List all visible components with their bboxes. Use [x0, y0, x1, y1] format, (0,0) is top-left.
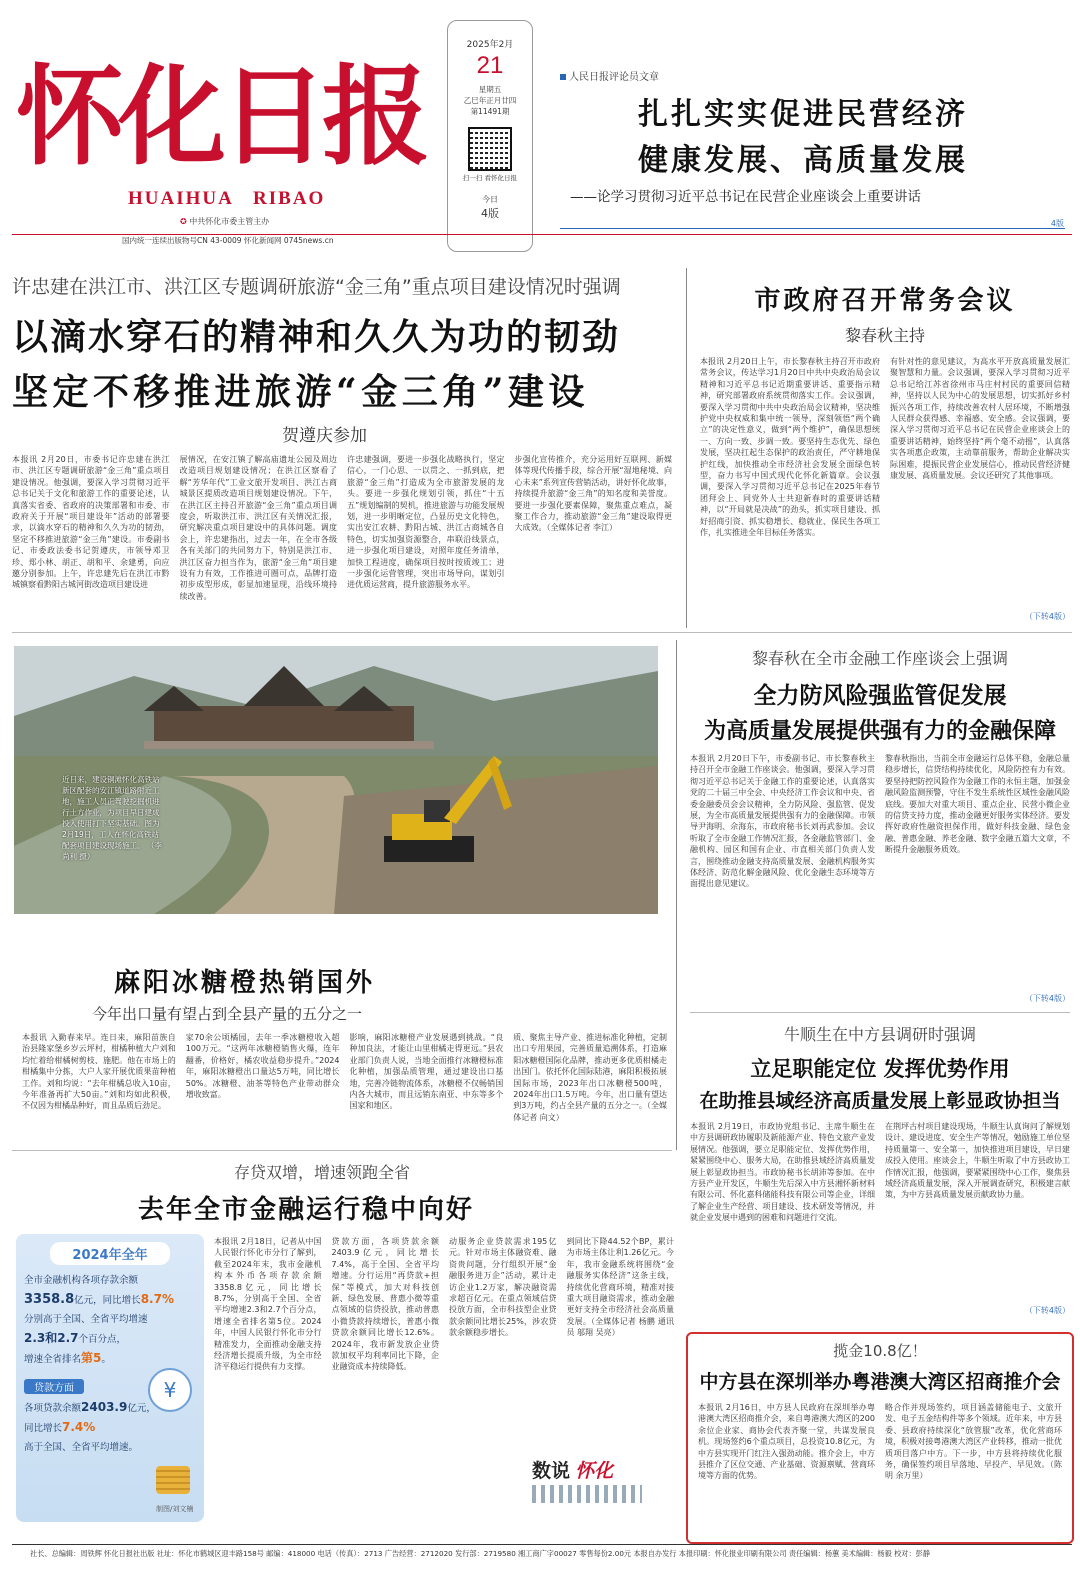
- loan-text-1b: 亿元，: [127, 1403, 156, 1414]
- photo-caption-text: 近日来，建设铜滩怀化高铁站新区配套的安江镇道路附近工地，施工人员正驾驶挖掘机进行土方作业，为项目早日建成投入使用打下坚实基础。图为2月19日，工人在怀化高铁站配套项目建设现场施工。: [62, 775, 160, 850]
- pages-label: 今日: [482, 195, 498, 204]
- zhongfang-body: [698, 1402, 1062, 1542]
- footer-rule: [12, 1544, 1072, 1545]
- mayang-col-2: 家70余公顷橘园，去年一季冰糖橙收入超100万元。“这两年冰糖橙销售火爆，连年翻番，价格好，橘农收益稳步提升。”2024年，麻阳冰糖橙出口量达5万吨，同比增长50%。冰糖橙、油茶等特色产业带动群众增收致富。: [185, 1033, 340, 1100]
- lead-col-1: 本报讯 2月20日，市委书记许忠建在洪江市、洪江区专题调研旅游“金三角”重点项目建设情况。他强调，要深入学习贯彻习近平总书记关于文化和旅游工作的重要论述，认真落实省委、省政府的决策部署和市委、市政府关于开展“项目建设年”活动的部署要求，以滴水穿石的精神和久久为功的韧劲，坚定不移推进旅游“金三角”建设。市委副书记、市委政法委书记贺遵庆，市领导邓卫珍、郑小林、胡正、胡和平、余建勇，向应邀分别参加。上午，许忠建先后在洪江市黔城镇察看黔阳古城河街改造项目建设进: [12, 455, 170, 590]
- lead-byline: 贺遵庆参加: [282, 426, 367, 446]
- shuoshuo-logo: [532, 1456, 642, 1503]
- column-divider-2: [676, 640, 677, 1150]
- photo-credit: （李尚利 摄）: [62, 841, 162, 861]
- mayang-col-4: 质、聚焦主导产业、推进标准化种植，定制出口专用果园，完善质量追溯体系，打造麻阳冰糖橙国际化品牌，推动更多优质柑橘走出国门。依托怀化国际陆港，麻阳积极拓展国际市场，2023年出口冰糖橙500吨，2024年出口1.5万吨。今年，出口量有望达到3万吨，约占全县产量的五分之一。（全媒体记者 向文）: [513, 1033, 667, 1122]
- niu-story[interactable]: [690, 1022, 1070, 1322]
- council-story[interactable]: [700, 280, 1070, 625]
- lead-kicker: 许忠建在洪江市、洪江区专题调研旅游“金三角”重点项目建设情况时强调: [12, 276, 621, 298]
- finance-meeting-kicker: 黎春秋在全市金融工作座谈会上强调: [751, 649, 1008, 668]
- info-title: 2024年全年: [50, 1242, 170, 1265]
- weekday: 星期五: [478, 85, 502, 94]
- lead-col-4: 步强化宣传推介，充分运用好互联网、新媒体等现代传播手段，综合开展“湿地秘境、向心未来”系列宣传营销活动，讲好怀化故事，持续提升旅游“金三角”的知名度和美誉度。要进一步强化要素保障，聚焦重点难点，凝聚工作合力，推动旅游“金三角”建设取得更大成效。（全媒体记者 李江）: [514, 455, 672, 533]
- mayang-col-3: 影响，麻阳冰糖橙产业发展遇到挑战。“良种加良法，才能让山里柑橘走得更远。”县农业部门负责人说，当地全面推行冰糖橙标准化种植，加强品质管理，通过建设出口基地，完善冷链物流体系，冰糖橙不仅畅销国内各大城市，而且远销东南亚、中东等多个国家和地区。: [349, 1033, 504, 1111]
- niu-headline-1: 立足职能定位 发挥优势作用: [750, 1056, 1010, 1081]
- mayang-story[interactable]: [22, 962, 667, 1132]
- loan-text-1: 各项贷款余额: [24, 1403, 82, 1414]
- info-value-points: 2.3和2.7: [24, 1331, 79, 1345]
- finance-meeting-col-1: 本报讯 2月20日下午，市委副书记、市长黎春秋主持召开全市金融工作座谈会。他强调，要深入学习贯彻习近平总书记关于金融工作的重要论述，认真落实党的二十届三中全会、中央经济工作会议和中央、省委金融委员会会议精神，全力防风险、强监管、促发展，为全市高质量发展提供强有力的金融保障。市领导尹海明、佘海东，市政府秘书长刘再武参加。会议听取了全市金融工作情况汇报，各金融监管部门、金融机构、园区和国有企业、市直相关部门负责人发言，围绕推动金融支持高质量发展、金融机构服务实体经济、防范化解金融风险、优化金融生态环境等方面提出意见建议。: [690, 754, 875, 889]
- niu-kicker: 牛顺生在中方县调研时强调: [783, 1025, 976, 1044]
- loan-text-3: 高于全国、全省平均增速。: [24, 1442, 139, 1453]
- council-col-2: 有针对性的意见建议，为高水平开放高质量发展汇聚智慧和力量。会议强调，要深入学习贯彻习近平总书记给江苏省徐州市马庄村村民的重要回信精神，坚持以人民为中心的发展思想，切实抓好乡村振兴各项工作，持续改善农村人居环境，不断增强人民群众获得感、幸福感、安全感。会议强调，要深入学习贯彻习近平总书记在民营企业座谈会上的重要讲话精神，始终坚持“两个毫不动摇”，认真落实各项惠企政策，主动靠前服务，帮助企业解决实际困难，提振民营企业发展信心，推动民营经济健康发展、高质量发展。会议还研究了其他事项。: [890, 357, 1070, 481]
- council-headline: 市政府召开常务会议: [754, 286, 1016, 316]
- zhongfang-kicker: 揽金10.8亿！: [833, 1342, 927, 1360]
- issue-number: 第11491期: [470, 107, 510, 116]
- commentary-tag-text: 人民日报评论员文章: [569, 72, 659, 83]
- finance-meeting-continued[interactable]: （下转4版）: [1024, 994, 1070, 1003]
- finance-report-kicker: 存贷双增，增速领跑全省: [234, 1163, 411, 1182]
- commentary-subtitle: ——论学习贯彻习近平总书记在民营企业座谈会上重要讲话: [570, 189, 921, 205]
- niu-body: [690, 1121, 1070, 1305]
- niu-headline-2: 在助推县域经济高质量发展上彰显政协担当: [699, 1090, 1061, 1112]
- loan-text-2: 同比增长: [24, 1423, 63, 1434]
- niu-col-2: 在荆坪古村项目建设现场，牛顺生认真询问了解规划设计、建设进度、安全生产等情况，勉励施工单位坚持质量第一、安全第一，加快推进项目建设，早日建成投入使用。座谈会上，牛顺生听取了中方县政协工作情况汇报，他强调，要紧紧围绕中心工作，聚焦县域经济高质量发展，深入开展调查研究，积极建言献策，为中方县高质量发展贡献政协力量。: [885, 1122, 1070, 1200]
- masthead: [10, 10, 440, 250]
- finance-meeting-headline-1: 全力防风险强监管促发展: [753, 682, 1007, 709]
- square-bullet-icon: [560, 74, 566, 80]
- finance-infographic: [16, 1234, 204, 1522]
- lead-body: [12, 454, 672, 624]
- niu-col-1: 本报讯 2月19日，市政协党组书记、主席牛顺生在中方县调研政协履职及新能源产业、特色文旅产业发展情况。他强调，要立足职能定位、发挥优势作用，紧紧围绕中心、服务大局，在助推县域经济高质量发展上彰显政协担当。市政协秘书长胡沛等参加。在中方县产业开发区，牛顺生先后深入中方县湘怀新材料有限公司、怀化嘉科储能科技有限公司等企业，详细了解企业生产经营、项目建设、技术研发等情况，并就企业发展中遇到的困难和问题进行交流。: [690, 1122, 875, 1223]
- commentary-tag: [560, 68, 1070, 83]
- finance-meeting-body: [690, 753, 1070, 993]
- info-text-1b: 亿元，同比增长: [74, 1295, 141, 1306]
- lunar-date: 乙巳年正月廿四: [463, 96, 517, 105]
- finance-meeting-story[interactable]: [690, 646, 1070, 1001]
- loan-title: 贷款方面: [24, 1379, 84, 1394]
- lead-headline-1: 以滴水穿石的精神和久久为功的韧劲: [12, 316, 621, 358]
- info-value-rank: 第5: [81, 1351, 102, 1365]
- finance-report-col-3: 动服务企业贷款需求195亿元。针对市场主体融资难、融资贵问题，分行组织开展“金融服务进万企”活动，累计走访企业1.2万家，解决融资需求超百亿元。在重点领域信贷投放方面，全市科技型企业贷款余额同比增长25%，涉农贷款余额稳步增长。: [449, 1237, 557, 1338]
- masthead-title: 怀化日报: [16, 54, 425, 174]
- niu-continued[interactable]: （下转4版）: [1024, 1306, 1070, 1315]
- mayang-subhead: 今年出口量有望占到全县产量的五分之一: [92, 1005, 363, 1023]
- date-year: 2025年2月: [466, 40, 514, 50]
- page-count: 4版: [481, 207, 499, 220]
- mayang-body: [22, 1032, 667, 1132]
- zhongfang-story[interactable]: [686, 1332, 1074, 1544]
- info-text-2: 分别高于全国、全省平均增速: [24, 1314, 148, 1325]
- info-credit: 制图/刘文楠: [156, 1505, 194, 1513]
- footer-imprint: 社长、总编辑：周铁辉 怀化日报社出版 社址：怀化市鹤城区迎丰路158号 邮编：418000 电话（传真）：2713 广告经营：2712020 发行部：2719580 湘工商广字00027 零售每份2.00元 本报自办发行 本报印刷：怀化报业印刷有限公司 责任编辑：杨蕙 美术编辑：杨毅 校对：彭静: [30, 1549, 931, 1558]
- qr-code[interactable]: [468, 127, 512, 171]
- shuoshuo-brand: 怀化: [575, 1460, 614, 1482]
- council-body: [700, 356, 1070, 611]
- lead-headline-2: 坚定不移推进旅游“金三角”建设: [12, 371, 589, 413]
- party-emblem-icon: ✪: [180, 217, 187, 226]
- council-byline: 黎春秋主持: [844, 326, 925, 345]
- info-text-4b: 。: [101, 1354, 111, 1365]
- loan-value-growth: 7.4%: [62, 1420, 96, 1434]
- qr-caption: 扫一扫 看怀化日报: [462, 174, 518, 182]
- commentary-title-2: 健康发展、高质量发展: [638, 143, 968, 178]
- finance-meeting-headline-2: 为高质量发展提供强有力的金融保障: [703, 718, 1056, 744]
- masthead-pinyin: HUAIHUA RIBAO: [128, 188, 326, 209]
- section-rule-2: [12, 1150, 672, 1151]
- coin-stack-icon: [156, 1466, 190, 1494]
- masthead-rule-2: [560, 228, 1065, 229]
- mayang-col-1: 本报讯 入勤春来早。连日来，麻阳苗族自治县隆家堡乡岁云坪村，柑橘种植大户刘和均忙着给柑橘树剪枝、施肥。他在市场上的柑橘集中分拣，大户人家开展优质果苗种植工作。刘和均说：“去年柑橘总收入10亩，今年准备再扩大50亩。”刘和均如此积极，不仅因为柑橘品种好，而且品质后劲足。: [22, 1033, 176, 1111]
- info-text-4: 增速全省排名: [24, 1354, 82, 1365]
- masthead-rule: [12, 234, 1072, 235]
- issn-line: 国内统一连续出版物号CN 43-0009 怀化新闻网 0745news.cn: [122, 236, 334, 245]
- info-block-1: [16, 1265, 204, 1375]
- council-continued[interactable]: （下转4版）: [1024, 612, 1070, 621]
- shuoshuo-text: 数说: [532, 1460, 571, 1482]
- masthead-logo: [12, 54, 432, 174]
- date-day: 21: [476, 52, 504, 79]
- photo-caption: [62, 774, 162, 862]
- lead-story[interactable]: [12, 272, 672, 624]
- zhongfang-col-1: 本报讯 2月16日，中方县人民政府在深圳举办粤港澳大湾区招商推介会，来自粤港澳大湾区的200余位企业家、商协会代表齐聚一堂，共谋发展良机。现场签约6个重点项目，总投资10.8亿元，为中方县实现开门红注入强劲动能。推介会上，中方县推介了区位交通、产业基础、资源禀赋、营商环境等方面的优势。: [698, 1403, 875, 1481]
- mayang-headline: 麻阳冰糖橙热销国外: [114, 968, 376, 998]
- section-rule: [12, 632, 1072, 633]
- zhongfang-col-2: 略合作并现场签约，项目涵盖储能电子、文旅开发、电子五金结构件等多个领域。近年来，中方县委、县政府持续深化“放管服”改革，优化营商环境，积极对接粤港澳大湾区产业转移，推动一批优质项目落户中方。下一步，中方县将持续优化服务，确保签约项目早落地、早投产、早见效。（陈明 余万里）: [885, 1403, 1062, 1481]
- info-value-deposit: 3358.8: [24, 1292, 75, 1307]
- finance-report-col-4: 到同比下降44.52个BP，累计为市场主体让利1.26亿元。今年，我市金融系统将围绕“金融服务实体经济”这条主线，持续优化营商环境，精准对接重大项目融资需求，推动金融更好支持全市经济社会高质量发展。（全媒体记者 杨鹏 通讯员 邬翔 吴亮）: [566, 1237, 674, 1338]
- commentary-title-1: 扎扎实实促进民营经济: [638, 97, 968, 132]
- loan-value-balance: 2403.9: [81, 1400, 128, 1414]
- council-col-1: 本报讯 2月20日上午，市长黎春秋主持召开市政府常务会议，传达学习1月20日中共中央政治局会议精神和习近平总书记近期重要讲话、重要指示精神，研究部署政府系统贯彻落实工作。会议强调，要深入学习贯彻中共中央政治局会议精神，坚决维护党中央权威和集中统一领导，深刻领悟“两个确立”的决定性意义，做到“两个维护”，确保思想统一、方向一致、步调一致。要坚持生态优先、绿色发展，坚决扛起生态保护的政治责任，严守耕地保护红线，加快推动全市经济社会发展全面绿色转型，奋力书写中国式现代化怀化新篇章。会议强调，要深入学习贯彻习近平总书记在2025年春节团拜会上、同党外人士共迎新春时的重要讲话精神，以“开局就是决战”的劲头，抓实项目建设、抓好招商引资、抓实稳增长、稳就业、保民生各项工作，扎实推进全年目标任务落实。: [700, 357, 880, 538]
- section-rule-3: [690, 1012, 1070, 1013]
- commentary[interactable]: [560, 68, 1070, 238]
- info-text-1a: 全市金融机构各项存款余额: [24, 1275, 139, 1286]
- finance-meeting-col-2: 黎春秋指出，当前全市金融运行总体平稳，金融总量稳步增长，信贷结构持续优化，风险防控有力有效。要坚持把防控风险作为金融工作的永恒主题，加强金融风险监测预警，守住不发生系统性区域性金融风险底线。要加大对重大项目、重点企业、民营小微企业的信贷支持力度，推动金融更好服务实体经济。要发挥好政府性融资担保作用，做好科技金融、绿色金融、普惠金融、养老金融、数字金融五篇大文章，不断提升金融服务质效。: [885, 754, 1070, 855]
- sponsor-line: [180, 216, 269, 227]
- deposit-tube-icon: ¥: [148, 1368, 192, 1412]
- finance-report-col-2: 贷款方面，各项贷款余额2403.9亿元，同比增长7.4%，高于全国、全省平均增速。分行运用“再贷款+担保”等模式，加大对科技创新、绿色发展、普惠小微等重点领域的信贷投放，推动普惠小微贷款持续增长，普惠小微贷款余额同比增长12.6%。2024年，我市新发放企业贷款加权平均利率同比下降，企业融资成本持续降低。: [331, 1237, 439, 1372]
- lead-col-2: 展情况，在安江镇了解高庙遗址公园及周边改造项目规划建设情况；在洪江区察看了解“芳华年代”工业文旅开发项目、洪江古商城景区提质改造项目规划建设情况。下午，在洪江区主持召开旅游“金三角”重点项目调度会，听取洪江市、洪江区有关情况汇报，研究解决重点项目建设中的具体问题。调度会上，许忠建指出，过去一年，在全市各级各有关部门的共同努力下，特别是洪江市、洪江区奋力担当作为，旅游“金三角”项目建设有力有效，工作推进可圈可点，品牌打造初步成型形成，彰显加速显现，沿线环境持续改善。: [179, 455, 337, 601]
- lead-col-3: 许忠建强调，要进一步强化战略执行，坚定信心，一门心思、一以贯之、一抓到底，把旅游“金三角”打造成为全市旅游发展的龙头。要进一步强化规划引领，抓住“十五五”规划编制的契机，推进旅游与功能发展规划，进一步明晰定位，凸显历史文化特色，实出安江农耕、黔阳古城、洪江古商城各自特色，切实加强资源整合，串联沿线景点，进一步强化项目建设，对照年度任务清单，加快工程进度，确保项目按时按质竣工；进一步强化运营管理，突出市场导向，谋划引进优质运营商，提升旅游服务水平。: [347, 455, 505, 590]
- commentary-page-ref[interactable]: 4版: [1050, 219, 1064, 228]
- news-photo[interactable]: [14, 646, 658, 914]
- date-box: [447, 20, 533, 252]
- sponsor: 中共怀化市委主管主办: [189, 217, 270, 226]
- info-value-growth: 8.7%: [140, 1292, 174, 1306]
- finance-report-story[interactable]: [12, 1160, 676, 1530]
- info-text-3: 个百分点，: [78, 1334, 127, 1345]
- finance-report-col-1: 本报讯 2月18日，记者从中国人民银行怀化市分行了解到，截至2024年末，我市金融机构本外币各项存款余额3358.8亿元，同比增长8.7%，分别高于全国、全省平均增速2.3和2.7个百分点，增速全省排名第5位。2024年，中国人民银行怀化市分行精准发力，全面推动金融支持经济增长提质升级，为全市经济平稳运行提供有力支撑。: [214, 1237, 322, 1372]
- finance-report-headline: 去年全市金融运行稳中向好: [138, 1195, 475, 1225]
- zhongfang-headline: 中方县在深圳举办粤港澳大湾区招商推介会: [699, 1371, 1061, 1393]
- column-divider: [686, 268, 687, 628]
- bar-chart-icon: [532, 1485, 642, 1503]
